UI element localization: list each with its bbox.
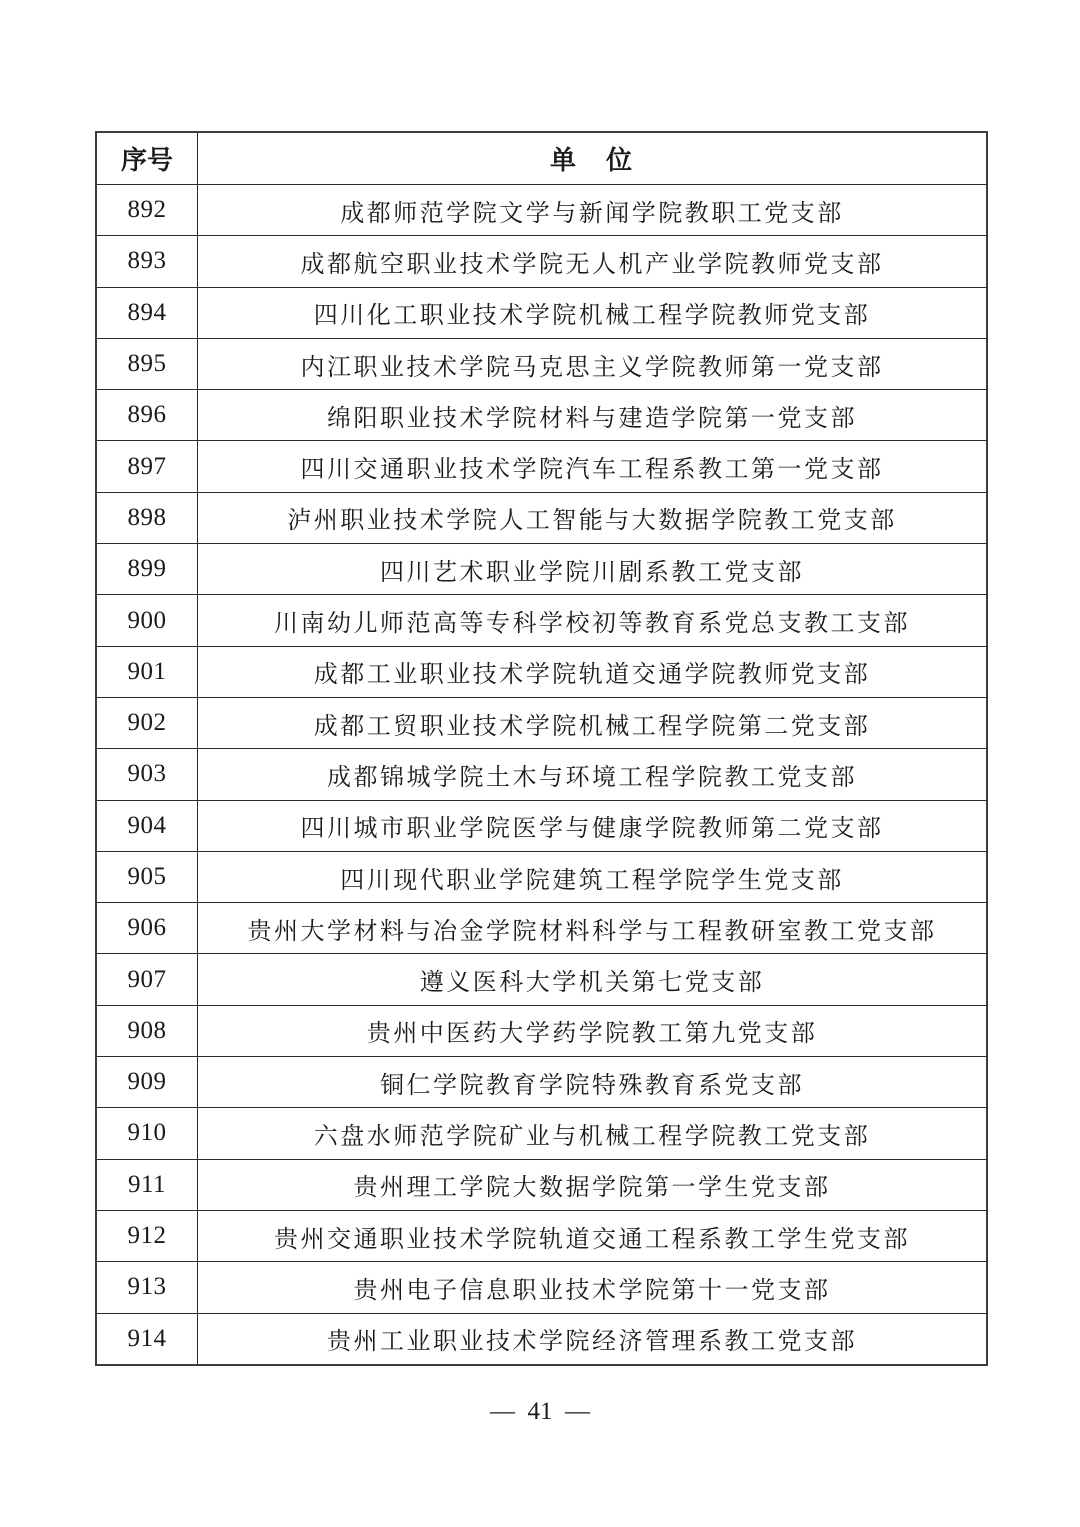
row-serial-number: 914 bbox=[96, 1313, 198, 1365]
units-table bbox=[95, 131, 988, 1366]
row-serial-number: 898 bbox=[96, 492, 198, 543]
row-serial-number: 912 bbox=[96, 1210, 198, 1261]
row-unit-name: 贵州中医药大学药学院教工第九党支部 bbox=[198, 1005, 988, 1056]
table-row bbox=[96, 185, 987, 236]
row-unit-name: 贵州理工学院大数据学院第一学生党支部 bbox=[198, 1159, 988, 1210]
row-unit-name: 贵州电子信息职业技术学院第十一党支部 bbox=[198, 1262, 988, 1313]
row-serial-number: 894 bbox=[96, 287, 198, 338]
row-serial-number: 907 bbox=[96, 954, 198, 1005]
table-row bbox=[96, 1057, 987, 1108]
row-unit-name: 四川城市职业学院医学与健康学院教师第二党支部 bbox=[198, 800, 988, 851]
row-serial-number: 903 bbox=[96, 749, 198, 800]
table-row bbox=[96, 1005, 987, 1056]
table-row bbox=[96, 851, 987, 902]
row-serial-number: 892 bbox=[96, 185, 198, 236]
row-unit-name: 成都航空职业技术学院无人机产业学院教师党支部 bbox=[198, 236, 988, 287]
row-unit-name: 成都锦城学院土木与环境工程学院教工党支部 bbox=[198, 749, 988, 800]
row-serial-number: 908 bbox=[96, 1005, 198, 1056]
table-row bbox=[96, 1108, 987, 1159]
table-row bbox=[96, 646, 987, 697]
header-unit: 单 位 bbox=[198, 132, 988, 185]
table-row bbox=[96, 441, 987, 492]
row-unit-name: 铜仁学院教育学院特殊教育系党支部 bbox=[198, 1057, 988, 1108]
row-unit-name: 贵州工业职业技术学院经济管理系教工党支部 bbox=[198, 1313, 988, 1365]
header-serial-number: 序号 bbox=[96, 132, 198, 185]
table-row bbox=[96, 954, 987, 1005]
row-serial-number: 899 bbox=[96, 544, 198, 595]
row-unit-name: 泸州职业技术学院人工智能与大数据学院教工党支部 bbox=[198, 492, 988, 543]
table-row bbox=[96, 236, 987, 287]
row-unit-name: 四川交通职业技术学院汽车工程系教工第一党支部 bbox=[198, 441, 988, 492]
table-row bbox=[96, 800, 987, 851]
table-row bbox=[96, 1262, 987, 1313]
page-number: — 41 — bbox=[490, 1398, 590, 1425]
row-serial-number: 895 bbox=[96, 338, 198, 389]
table-row bbox=[96, 1159, 987, 1210]
table-row bbox=[96, 390, 987, 441]
row-serial-number: 901 bbox=[96, 646, 198, 697]
row-unit-name: 遵义医科大学机关第七党支部 bbox=[198, 954, 988, 1005]
row-unit-name: 成都工业职业技术学院轨道交通学院教师党支部 bbox=[198, 646, 988, 697]
table-row bbox=[96, 1313, 987, 1365]
row-unit-name: 贵州交通职业技术学院轨道交通工程系教工学生党支部 bbox=[198, 1210, 988, 1261]
row-unit-name: 绵阳职业技术学院材料与建造学院第一党支部 bbox=[198, 390, 988, 441]
row-unit-name: 内江职业技术学院马克思主义学院教师第一党支部 bbox=[198, 338, 988, 389]
row-serial-number: 902 bbox=[96, 697, 198, 748]
row-serial-number: 911 bbox=[96, 1159, 198, 1210]
table-row bbox=[96, 1210, 987, 1261]
table-row bbox=[96, 749, 987, 800]
row-unit-name: 四川艺术职业学院川剧系教工党支部 bbox=[198, 544, 988, 595]
row-unit-name: 贵州大学材料与冶金学院材料科学与工程教研室教工党支部 bbox=[198, 903, 988, 954]
table-row bbox=[96, 338, 987, 389]
row-serial-number: 910 bbox=[96, 1108, 198, 1159]
row-serial-number: 909 bbox=[96, 1057, 198, 1108]
row-unit-name: 川南幼儿师范高等专科学校初等教育系党总支教工支部 bbox=[198, 595, 988, 646]
row-unit-name: 四川化工职业技术学院机械工程学院教师党支部 bbox=[198, 287, 988, 338]
row-serial-number: 913 bbox=[96, 1262, 198, 1313]
row-serial-number: 900 bbox=[96, 595, 198, 646]
row-unit-name: 六盘水师范学院矿业与机械工程学院教工党支部 bbox=[198, 1108, 988, 1159]
row-serial-number: 906 bbox=[96, 903, 198, 954]
row-serial-number: 905 bbox=[96, 851, 198, 902]
row-serial-number: 896 bbox=[96, 390, 198, 441]
row-unit-name: 成都师范学院文学与新闻学院教职工党支部 bbox=[198, 185, 988, 236]
row-serial-number: 893 bbox=[96, 236, 198, 287]
header-row bbox=[96, 132, 987, 185]
row-serial-number: 904 bbox=[96, 800, 198, 851]
table-row bbox=[96, 287, 987, 338]
table-body bbox=[96, 185, 987, 1365]
table-row bbox=[96, 697, 987, 748]
table-row bbox=[96, 544, 987, 595]
table-row bbox=[96, 492, 987, 543]
table-row bbox=[96, 903, 987, 954]
row-unit-name: 四川现代职业学院建筑工程学院学生党支部 bbox=[198, 851, 988, 902]
table-row bbox=[96, 595, 987, 646]
row-serial-number: 897 bbox=[96, 441, 198, 492]
row-unit-name: 成都工贸职业技术学院机械工程学院第二党支部 bbox=[198, 697, 988, 748]
